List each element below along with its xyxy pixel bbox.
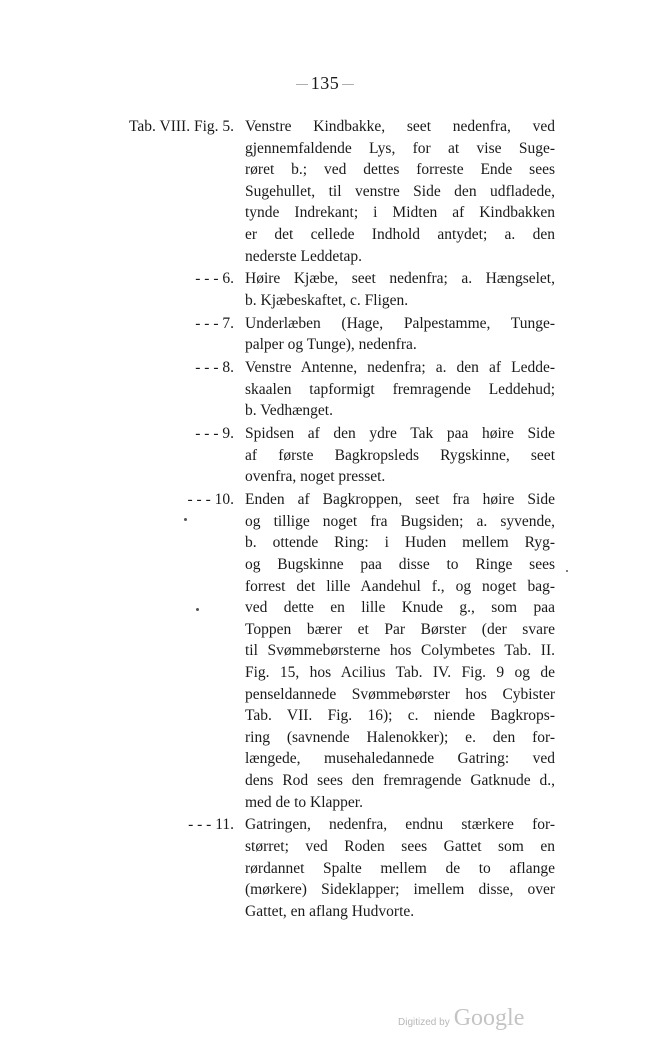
caption-line: Toppen bærer et Par Børster (der svare	[245, 620, 555, 638]
figure-caption	[245, 489, 555, 813]
figure-reference: - - - 11.	[188, 816, 234, 834]
caption-line: nederste Leddetap.	[245, 247, 363, 265]
caption-line: af første Bagkropsleds Rygskinne, seet	[245, 446, 555, 464]
caption-line: Venstre Kindbakke, seet nedenfra, ved	[245, 118, 555, 135]
caption-line: størret; ved Roden sees Gattet som en	[245, 837, 555, 855]
caption-line: Gattet, en aflang Hudvorte.	[245, 902, 415, 920]
caption-line: med de to Klapper.	[245, 793, 363, 811]
figure-caption	[245, 116, 555, 267]
caption-line: ring (savnende Halenokker); e. den for-	[245, 728, 555, 746]
caption-line: Fig. 15, hos Acilius Tab. IV. Fig. 9 og de	[245, 663, 555, 681]
figure-caption	[245, 814, 555, 922]
caption-line: b. Vedhænget.	[245, 402, 333, 420]
print-speck	[184, 518, 187, 521]
caption-line: Spidsen af den ydre Tak paa høire Side	[245, 425, 555, 443]
figure-reference: - - - 7.	[195, 314, 234, 332]
caption-line: Enden af Bagkroppen, seet fra høire Side	[245, 491, 555, 509]
caption-line: Tab. VII. Fig. 16); c. niende Bagkrops-	[245, 707, 555, 725]
figure-caption	[245, 313, 555, 356]
figure-reference: - - - 10.	[187, 491, 234, 509]
caption-line: og Bugskinne paa disse to Ringe sees	[245, 555, 555, 573]
caption-line: gjennemfaldende Lys, for at vise Suge-	[245, 139, 555, 157]
digitization-watermark	[398, 1005, 524, 1032]
figure-reference: - - - 6.	[195, 270, 234, 288]
caption-line: Høire Kjæbe, seet nedenfra; a. Hængselet,	[245, 270, 555, 288]
caption-line: ved dette en lille Knude g., som paa	[245, 599, 555, 617]
figure-caption	[245, 423, 555, 488]
caption-line: Gatringen, nedenfra, endnu stærkere for-	[245, 816, 555, 834]
caption-line: b. Kjæbeskaftet, c. Fligen.	[245, 291, 409, 309]
caption-line: tynde Indrekant; i Midten af Kindbakken	[245, 204, 555, 222]
caption-line: er det cellede Indhold antydet; a. den	[245, 225, 555, 243]
print-speck	[196, 608, 199, 611]
caption-line: penseldannede Svømmebørster hos Cybister	[245, 685, 555, 703]
caption-line: Underlæben (Hage, Palpestamme, Tunge-	[245, 314, 555, 332]
caption-line: og tillige noget fra Bugsiden; a. syvende,	[245, 512, 555, 530]
figure-caption	[245, 357, 555, 422]
figure-reference: - - - 8.	[195, 359, 234, 377]
caption-line: Sugehullet, til venstre Side den udfladede,	[245, 182, 555, 200]
caption-line: rørdannet Spalte mellem de to aflange	[245, 859, 555, 877]
figure-reference: - - - 9.	[195, 425, 234, 443]
caption-line: forrest det lille Aandehul f., og noget bag-	[245, 577, 555, 595]
caption-line: til Svømmebørsterne hos Colymbetes Tab. II.	[245, 642, 555, 660]
caption-line: længede, musehaledannede Gatring: ved	[245, 750, 555, 768]
caption-line: b. ottende Ring: i Huden mellem Ryg-	[245, 534, 555, 552]
caption-line: dens Rod sees den fremragende Gatknude d.,	[245, 771, 555, 789]
caption-line: (mørkere) Sideklapper; imellem disse, over	[245, 881, 555, 899]
caption-line: palper og Tunge), nedenfra.	[245, 336, 417, 354]
google-logo: Google	[453, 1005, 525, 1031]
figure-caption	[245, 268, 555, 311]
print-speck	[566, 570, 568, 572]
figure-reference: Tab. VIII. Fig. 5.	[129, 118, 234, 135]
page-number: 135	[0, 73, 650, 94]
digitized-by-text: Digitized by	[398, 1017, 450, 1028]
caption-line: røret b.; ved dettes forreste Ende sees	[245, 161, 555, 179]
caption-line: ovenfra, noget presset.	[245, 468, 386, 486]
caption-line: skaalen tapformigt fremragende Leddehud;	[245, 380, 555, 398]
caption-line: Venstre Antenne, nedenfra; a. den af Ledde-	[245, 359, 555, 377]
